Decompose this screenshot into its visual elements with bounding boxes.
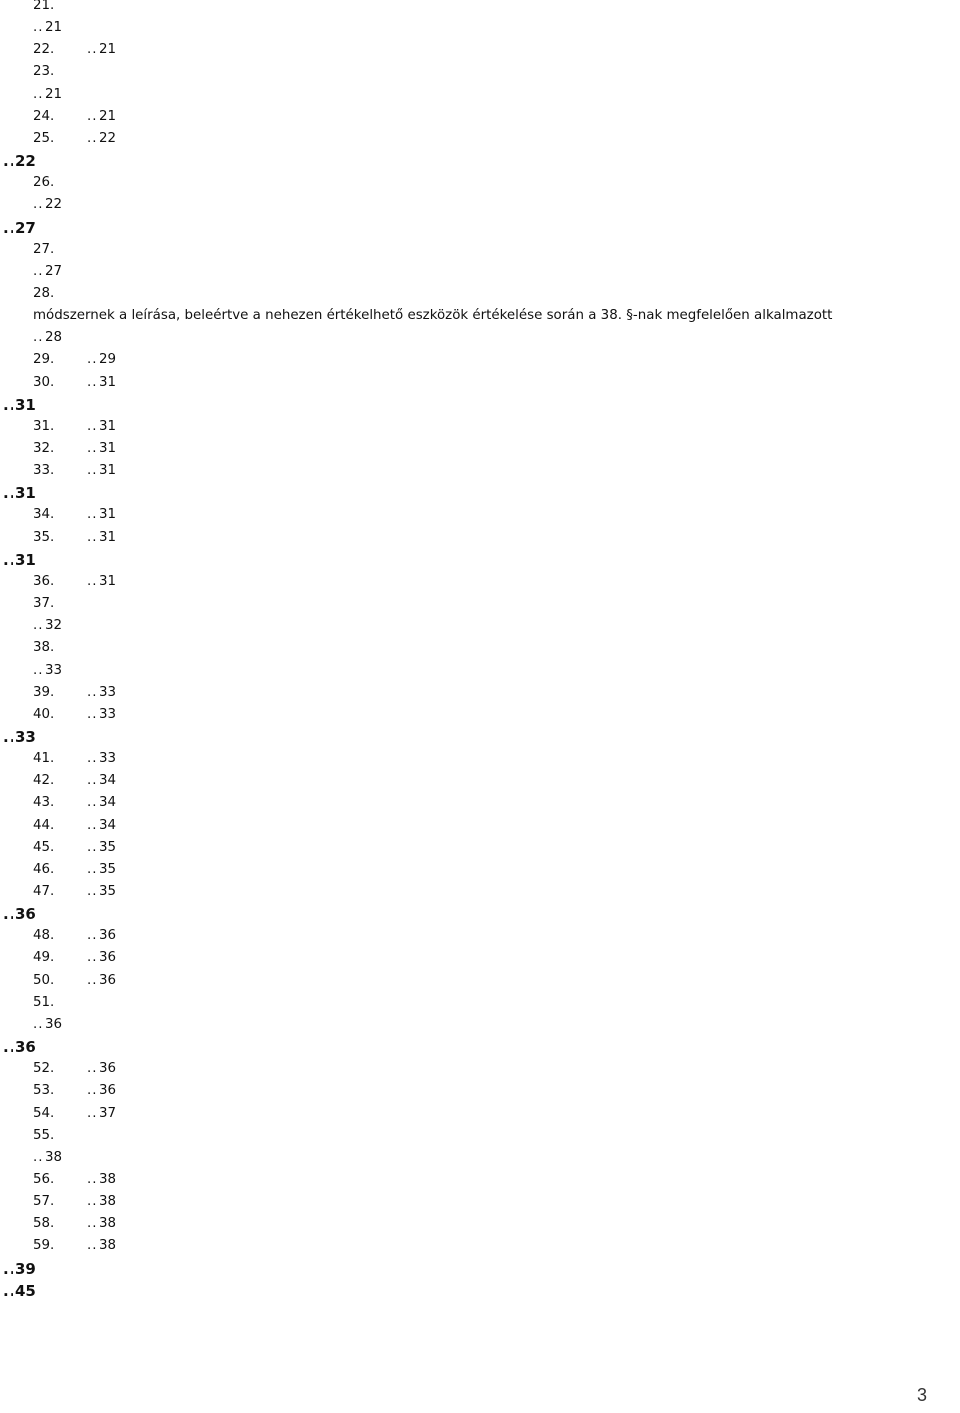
- dot-leader: [3, 726, 13, 748]
- toc-entry-number: 51.: [33, 994, 55, 1010]
- dot-leader: [87, 1191, 97, 1213]
- toc-page-number: 38: [99, 1238, 117, 1254]
- toc-entry-number: 59.: [33, 1238, 55, 1254]
- toc-page-number: 21: [99, 108, 117, 124]
- toc-page-number: 31: [99, 529, 117, 545]
- toc-page-number: 33: [99, 751, 117, 767]
- toc-page-number: 33: [15, 727, 36, 746]
- toc-page-number: 31: [99, 573, 117, 589]
- dot-leader: [87, 704, 97, 726]
- toc-page-number: 33: [99, 706, 117, 722]
- dot-leader: [3, 1280, 13, 1302]
- dot-leader: [87, 1103, 97, 1125]
- toc-entry-number: 44.: [33, 817, 55, 833]
- dot-leader: [87, 438, 97, 460]
- toc-page-number: 27: [45, 263, 63, 279]
- dot-leader: [87, 1213, 97, 1235]
- dot-leader: [3, 1036, 13, 1058]
- dot-leader: [33, 194, 43, 216]
- toc-page-number: 38: [99, 1194, 117, 1210]
- dot-leader: [87, 39, 97, 61]
- dot-leader: [3, 217, 13, 239]
- toc-entry-number: 33.: [33, 463, 55, 479]
- toc-page-number: 35: [99, 884, 117, 899]
- toc-entry-number: 47.: [33, 884, 55, 899]
- toc-entry-number: 42.: [33, 773, 55, 789]
- toc-page-number: 36: [99, 950, 117, 966]
- dot-leader: [3, 150, 13, 172]
- toc-page-number: 31: [15, 484, 36, 503]
- toc-entry-number: 27.: [33, 241, 55, 257]
- toc-page-number: 22: [45, 197, 63, 213]
- dot-leader: [87, 1169, 97, 1191]
- toc-page-number: 31: [99, 507, 117, 523]
- toc-entry-number: 34.: [33, 507, 55, 523]
- toc-page-number: 38: [99, 1216, 117, 1232]
- dot-leader: [33, 660, 43, 682]
- toc-entry-number: 57.: [33, 1194, 55, 1210]
- dot-leader: [87, 925, 97, 947]
- dot-leader: [87, 682, 97, 704]
- toc-entry-text: módszernek a leírása, beleértve a nehezen értékelhető eszközök értékelése során a 38. §-nak megfelelően alkalmazott: [33, 308, 833, 324]
- dot-leader: [87, 1080, 97, 1102]
- page-number: 3: [916, 1385, 927, 1405]
- dot-leader: [87, 881, 97, 903]
- dot-leader: [33, 84, 43, 106]
- dot-leader: [3, 1258, 13, 1280]
- toc-page-number: 29: [99, 352, 117, 368]
- toc-entry-number: 36.: [33, 573, 55, 589]
- toc-entry-number: 41.: [33, 751, 55, 767]
- toc-entry-number: 50.: [33, 972, 55, 988]
- dot-leader: [87, 1058, 97, 1080]
- toc-page-number: 27: [15, 218, 36, 237]
- toc-entry-number: 26.: [33, 175, 55, 191]
- toc-page-number: 34: [99, 773, 117, 789]
- toc-entry-number: 53.: [33, 1083, 55, 1099]
- dot-leader: [87, 970, 97, 992]
- toc-page-number: 32: [45, 618, 63, 634]
- toc-page-number: 28: [45, 330, 63, 346]
- dot-leader: [87, 460, 97, 482]
- dot-leader: [87, 792, 97, 814]
- toc-page-number: 22: [15, 152, 36, 171]
- dot-leader: [87, 837, 97, 859]
- toc-page-number: 35: [99, 839, 117, 855]
- toc-page-number: 33: [99, 684, 117, 700]
- toc-page-number: 38: [99, 1171, 117, 1187]
- toc-entry-number: 21.: [33, 0, 55, 13]
- dot-leader: [33, 261, 43, 283]
- toc-page-number: 31: [15, 395, 36, 414]
- dot-leader: [3, 394, 13, 416]
- toc-page-number: 38: [45, 1149, 63, 1165]
- toc-page-number: 39: [15, 1259, 36, 1278]
- toc-entry-number: 58.: [33, 1216, 55, 1232]
- dot-leader: [33, 615, 43, 637]
- toc-entry-number: 55.: [33, 1127, 55, 1143]
- dot-leader: [3, 903, 13, 925]
- toc-page-number: 31: [15, 550, 36, 569]
- toc-entry-number: 46.: [33, 861, 55, 877]
- dot-leader: [87, 859, 97, 881]
- dot-leader: [33, 327, 43, 349]
- toc-entry-number: 45.: [33, 839, 55, 855]
- toc-page-number: 36: [15, 1038, 36, 1057]
- toc-entry-number: 56.: [33, 1171, 55, 1187]
- toc-page-number: 37: [99, 1105, 117, 1121]
- dot-leader: [87, 106, 97, 128]
- dot-leader: [87, 947, 97, 969]
- toc-entry-number: 52.: [33, 1061, 55, 1077]
- toc-page-number: 36: [99, 972, 117, 988]
- toc-page-number: 33: [45, 662, 63, 678]
- dot-leader: [33, 1147, 43, 1169]
- toc-page-number: 31: [99, 441, 117, 456]
- toc-page-number: 36: [15, 905, 36, 924]
- toc-page-number: 31: [99, 463, 117, 479]
- dot-leader: [3, 482, 13, 504]
- toc-entry-number: 40.: [33, 706, 55, 722]
- toc-page-number: 36: [99, 1083, 117, 1099]
- toc-page-number: 21: [45, 20, 63, 36]
- toc-page-number: 36: [45, 1016, 63, 1032]
- toc-page-number: 31: [99, 418, 117, 434]
- dot-leader: [3, 549, 13, 571]
- toc-entry-number: 23.: [33, 64, 55, 80]
- dot-leader: [87, 1235, 97, 1257]
- toc-entry-number: 32.: [33, 441, 55, 456]
- dot-leader: [87, 815, 97, 837]
- dot-leader: [87, 416, 97, 438]
- dot-leader: [33, 1014, 43, 1036]
- toc-page-number: 36: [99, 928, 117, 944]
- toc-entry-number: 29.: [33, 352, 55, 368]
- toc-page-number: 45: [15, 1281, 36, 1300]
- toc-entry-number: 38.: [33, 640, 55, 656]
- toc-entry-number: 31.: [33, 418, 55, 434]
- toc-entry-number: 43.: [33, 795, 55, 811]
- toc-entry-number: 22.: [33, 42, 55, 58]
- toc-page-number: 36: [99, 1061, 117, 1077]
- dot-leader: [87, 504, 97, 526]
- toc-entry-number: 30.: [33, 374, 55, 390]
- toc-page-number: 21: [99, 42, 117, 58]
- toc-entry-number: 24.: [33, 108, 55, 124]
- dot-leader: [87, 128, 97, 150]
- toc-entry-number: 54.: [33, 1105, 55, 1121]
- dot-leader: [87, 527, 97, 549]
- toc-entry-number: 48.: [33, 928, 55, 944]
- toc-entry-number: 49.: [33, 950, 55, 966]
- toc-page-number: 35: [99, 861, 117, 877]
- toc-entry-number: 28.: [33, 285, 55, 301]
- dot-leader: [87, 571, 97, 593]
- dot-leader: [87, 349, 97, 371]
- toc-page-number: 34: [99, 795, 117, 811]
- toc-entry-number: 37.: [33, 596, 55, 612]
- dot-leader: [87, 770, 97, 792]
- toc-page-number: 31: [99, 374, 117, 390]
- toc-entry-number: 35.: [33, 529, 55, 545]
- toc-page-number: 22: [99, 130, 117, 146]
- dot-leader: [87, 748, 97, 770]
- dot-leader: [87, 372, 97, 394]
- toc-entry[interactable]: [33, 305, 950, 327]
- dot-leader: [33, 17, 43, 39]
- toc-entry-number: 25.: [33, 130, 55, 146]
- toc-entry-number: 39.: [33, 684, 55, 700]
- toc-page-number: 21: [45, 86, 63, 102]
- toc-page-number: 34: [99, 817, 117, 833]
